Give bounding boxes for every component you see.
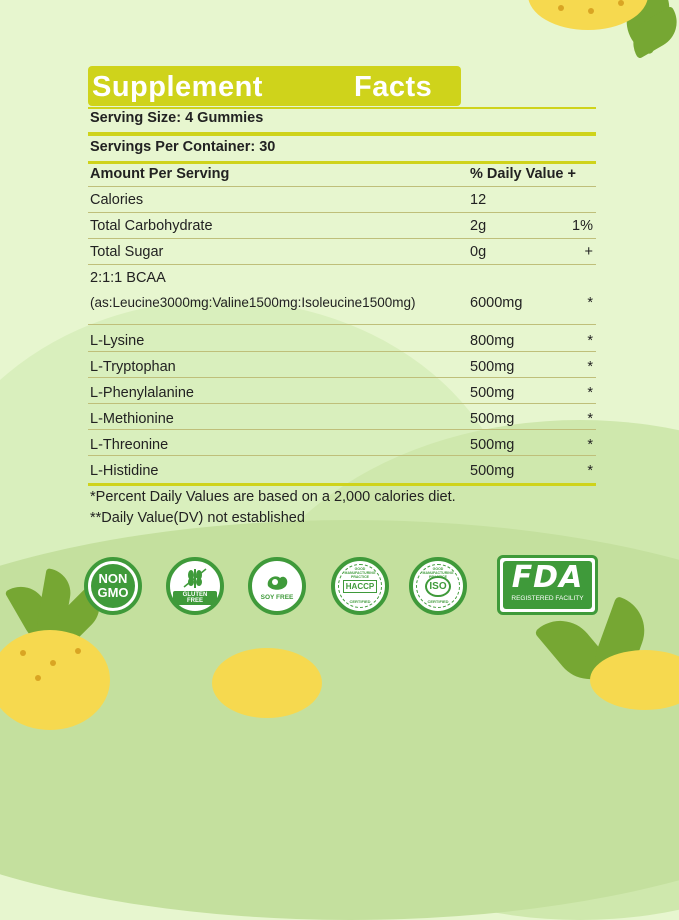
pineapple-decoration: [212, 648, 322, 718]
nutrient-daily-value: *: [587, 295, 593, 311]
nutrient-amount: 500mg: [470, 411, 515, 427]
haccp-certified: CERTIFIED: [349, 599, 371, 604]
nutrient-name: L-Phenylalanine: [90, 385, 194, 401]
nutrient-daily-value: *: [587, 385, 593, 401]
fda-logo: FDA: [511, 560, 584, 595]
nutrient-amount: 0g: [470, 244, 487, 260]
nutrient-amount: 2g: [470, 218, 487, 234]
nutrient-amount: 800mg: [470, 333, 515, 349]
header-daily-value: % Daily Value +: [470, 166, 576, 182]
nutrient-daily-value: *: [587, 463, 593, 479]
nutrient-amount: 500mg: [470, 463, 515, 479]
iso-center: ISO: [425, 576, 450, 597]
soy-free-label: SOY FREE: [260, 593, 294, 601]
divider: [88, 212, 596, 213]
soy-free-badge: [248, 557, 306, 615]
nutrient-name: Total Sugar: [90, 244, 164, 260]
nutrient-amount: 6000mg: [470, 295, 523, 311]
divider: [88, 429, 596, 430]
divider-thick: [88, 132, 596, 136]
iso-badge: [409, 557, 467, 615]
divider: [88, 324, 596, 325]
divider: [88, 377, 596, 378]
divider-thick: [88, 483, 596, 486]
divider-thick: [88, 107, 596, 109]
non-gmo-line2: GMO: [97, 585, 129, 600]
nutrient-daily-value: *: [587, 359, 593, 375]
divider: [88, 186, 596, 187]
title-word-facts: Facts: [354, 71, 433, 103]
gluten-free-badge: [166, 557, 224, 615]
haccp-center: HACCP: [343, 580, 377, 593]
fda-caption: REGISTERED FACILITY: [511, 595, 584, 602]
nutrient-name: 2:1:1 BCAA: [90, 270, 166, 286]
nutrient-daily-value: *: [587, 411, 593, 427]
haccp-badge: [331, 557, 389, 615]
nutrient-amount: 500mg: [470, 437, 515, 453]
divider: [88, 264, 596, 265]
gluten-free-label: GLUTEN FREE: [173, 591, 217, 605]
non-gmo-badge: [84, 557, 142, 615]
divider: [88, 455, 596, 456]
wheat-icon: [182, 567, 208, 589]
iso-ring-text: GOOD MANUFACTURING PRACTICE: [422, 567, 454, 579]
nutrient-amount: 500mg: [470, 385, 515, 401]
nutrient-daily-value: +: [584, 244, 593, 260]
servings-per-container: Servings Per Container: 30: [90, 139, 276, 155]
nutrient-daily-value: *: [587, 333, 593, 349]
iso-certified: CERTIFIED: [427, 599, 449, 604]
nutrient-amount: 500mg: [470, 359, 515, 375]
footnote-dv-not-established: **Daily Value(DV) not established: [90, 510, 305, 526]
non-gmo-line1: NON: [98, 571, 128, 586]
footnote-daily-values: *Percent Daily Values are based on a 2,000 calories diet.: [90, 489, 456, 505]
nutrient-name: L-Lysine: [90, 333, 145, 349]
nutrient-name: L-Histidine: [90, 463, 159, 479]
divider: [88, 403, 596, 404]
nutrient-name: (as:Leucine3000mg:Valine1500mg:Isoleucine1500mg): [90, 295, 416, 310]
nutrient-name: L-Threonine: [90, 437, 169, 453]
soybean-icon: [264, 572, 290, 592]
haccp-ring-text: GOOD MANUFACTURING PRACTICE: [344, 567, 376, 579]
fda-badge: [497, 555, 598, 615]
header-amount-per-serving: Amount Per Serving: [90, 166, 230, 182]
nutrient-daily-value: *: [587, 437, 593, 453]
serving-size: Serving Size: 4 Gummies: [90, 110, 264, 126]
nutrient-amount: 12: [470, 192, 487, 208]
divider: [88, 238, 596, 239]
supplement-facts-title: [88, 66, 461, 106]
nutrient-name: L-Methionine: [90, 411, 174, 427]
title-word-supplement: Supplement: [92, 71, 263, 103]
divider: [88, 351, 596, 352]
nutrient-name: Calories: [90, 192, 144, 208]
nutrient-name: L-Tryptophan: [90, 359, 176, 375]
divider-thick: [88, 161, 596, 164]
nutrient-name: Total Carbohydrate: [90, 218, 213, 234]
nutrient-daily-value: 1%: [572, 218, 593, 234]
